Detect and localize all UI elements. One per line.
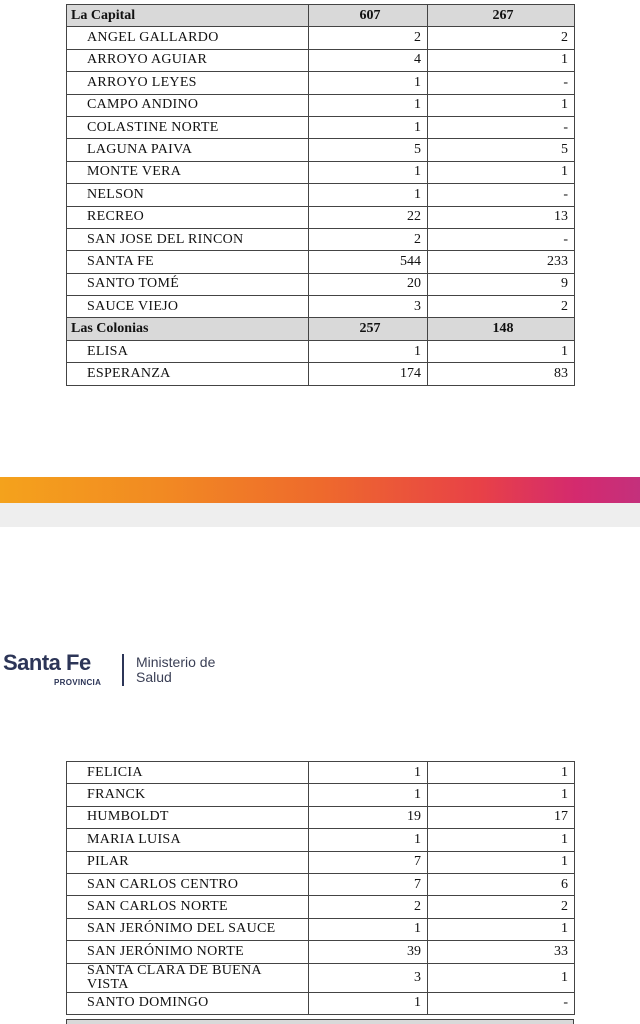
locality-row: [67, 963, 575, 992]
locality-name: ESPERANZA: [67, 363, 309, 385]
locality-row: [67, 896, 575, 918]
value-col-2: 1: [428, 829, 575, 851]
value-col-1: 1: [309, 918, 428, 940]
locality-row: [67, 363, 575, 385]
table-body-top: [67, 5, 575, 386]
value-col-1: 1: [309, 992, 428, 1014]
value-col-1: 22: [309, 206, 428, 228]
ministry-line-2: Salud: [136, 669, 172, 685]
value-col-1: 1: [309, 184, 428, 206]
value-col-2: 33: [428, 941, 575, 963]
value-col-1: 1: [309, 72, 428, 94]
table-continuation-row: [66, 1019, 574, 1024]
value-col-1: 19: [309, 806, 428, 828]
value-col-2: -: [428, 184, 575, 206]
locality-name: LAGUNA PAIVA: [67, 139, 309, 161]
locality-name: MARIA LUISA: [67, 829, 309, 851]
ministry-line-1: Ministerio de: [136, 654, 216, 670]
value-col-1: 1: [309, 340, 428, 362]
locality-row: [67, 806, 575, 828]
value-col-1: 174: [309, 363, 428, 385]
value-col-1: 544: [309, 251, 428, 273]
locality-name: SANTA CLARA DE BUENA VISTA: [67, 963, 309, 992]
locality-name: ELISA: [67, 340, 309, 362]
locality-row: [67, 273, 575, 295]
value-col-1: 5: [309, 139, 428, 161]
santa-fe-logo: [3, 650, 263, 690]
locality-row: [67, 139, 575, 161]
locality-row: [67, 94, 575, 116]
locality-name: FELICIA: [67, 762, 309, 784]
locality-name: RECREO: [67, 206, 309, 228]
value-col-1: 1: [309, 829, 428, 851]
locality-name: FRANCK: [67, 784, 309, 806]
locality-row: [67, 873, 575, 895]
locality-row: [67, 851, 575, 873]
locality-name: SAUCE VIEJO: [67, 296, 309, 318]
value-col-2: 1: [428, 161, 575, 183]
locality-row: [67, 941, 575, 963]
value-col-2: 2: [428, 27, 575, 49]
value-col-2: 9: [428, 273, 575, 295]
value-col-1: 607: [309, 5, 428, 27]
value-col-1: 7: [309, 851, 428, 873]
locality-row: [67, 251, 575, 273]
locality-name: ANGEL GALLARDO: [67, 27, 309, 49]
value-col-1: 2: [309, 228, 428, 250]
value-col-1: 2: [309, 896, 428, 918]
value-col-1: 39: [309, 941, 428, 963]
value-col-2: 1: [428, 851, 575, 873]
value-col-2: 83: [428, 363, 575, 385]
locality-row: [67, 992, 575, 1014]
logo-separator: [122, 654, 124, 686]
value-col-2: 1: [428, 963, 575, 992]
locality-row: [67, 206, 575, 228]
ministry-label: [136, 655, 215, 685]
locality-name: SANTA FE: [67, 251, 309, 273]
locality-name: SANTO DOMINGO: [67, 992, 309, 1014]
locality-row: [67, 340, 575, 362]
page-gap: [0, 503, 640, 527]
value-col-2: 2: [428, 896, 575, 918]
locality-name: SAN JERÓNIMO NORTE: [67, 941, 309, 963]
locality-row: [67, 184, 575, 206]
value-col-2: -: [428, 992, 575, 1014]
locality-row: [67, 228, 575, 250]
value-col-2: 1: [428, 784, 575, 806]
value-col-1: 1: [309, 116, 428, 138]
locality-row: [67, 116, 575, 138]
locality-name: ARROYO AGUIAR: [67, 49, 309, 71]
locality-name: SAN CARLOS CENTRO: [67, 873, 309, 895]
value-col-1: 2: [309, 27, 428, 49]
locality-name: SAN JOSE DEL RINCON: [67, 228, 309, 250]
value-col-1: 20: [309, 273, 428, 295]
locality-name: MONTE VERA: [67, 161, 309, 183]
value-col-2: 148: [428, 318, 575, 340]
locality-row: [67, 161, 575, 183]
locality-name: PILAR: [67, 851, 309, 873]
locality-name: CAMPO ANDINO: [67, 94, 309, 116]
value-col-1: 3: [309, 296, 428, 318]
value-col-2: 1: [428, 340, 575, 362]
department-row: [67, 5, 575, 27]
value-col-1: 257: [309, 318, 428, 340]
locality-row: [67, 49, 575, 71]
value-col-1: 1: [309, 784, 428, 806]
value-col-2: 1: [428, 94, 575, 116]
cases-table-top: [66, 4, 575, 386]
department-name: La Capital: [67, 5, 309, 27]
value-col-2: 233: [428, 251, 575, 273]
value-col-2: -: [428, 228, 575, 250]
locality-row: [67, 72, 575, 94]
locality-name: SAN CARLOS NORTE: [67, 896, 309, 918]
department-row: [67, 318, 575, 340]
cases-table-bottom: [66, 761, 575, 1015]
locality-row: [67, 829, 575, 851]
page-divider-gradient: [0, 477, 640, 503]
value-col-2: 1: [428, 918, 575, 940]
department-name: Las Colonias: [67, 318, 309, 340]
locality-name: NELSON: [67, 184, 309, 206]
locality-row: [67, 784, 575, 806]
value-col-2: -: [428, 116, 575, 138]
locality-row: [67, 27, 575, 49]
locality-name: SAN JERÓNIMO DEL SAUCE: [67, 918, 309, 940]
table-body-bottom: [67, 762, 575, 1015]
value-col-1: 1: [309, 762, 428, 784]
locality-name: COLASTINE NORTE: [67, 116, 309, 138]
value-col-1: 1: [309, 94, 428, 116]
value-col-2: 2: [428, 296, 575, 318]
logo-title: Santa Fe: [3, 650, 91, 675]
value-col-1: 4: [309, 49, 428, 71]
value-col-2: 5: [428, 139, 575, 161]
value-col-2: 13: [428, 206, 575, 228]
value-col-2: 1: [428, 49, 575, 71]
value-col-1: 7: [309, 873, 428, 895]
locality-row: [67, 918, 575, 940]
value-col-2: 1: [428, 762, 575, 784]
value-col-1: 1: [309, 161, 428, 183]
locality-name: HUMBOLDT: [67, 806, 309, 828]
locality-name: ARROYO LEYES: [67, 72, 309, 94]
value-col-2: -: [428, 72, 575, 94]
logo-subtitle: PROVINCIA: [54, 678, 102, 687]
value-col-2: 267: [428, 5, 575, 27]
locality-row: [67, 296, 575, 318]
value-col-2: 17: [428, 806, 575, 828]
locality-row: [67, 762, 575, 784]
value-col-1: 3: [309, 963, 428, 992]
value-col-2: 6: [428, 873, 575, 895]
locality-name: SANTO TOMÉ: [67, 273, 309, 295]
